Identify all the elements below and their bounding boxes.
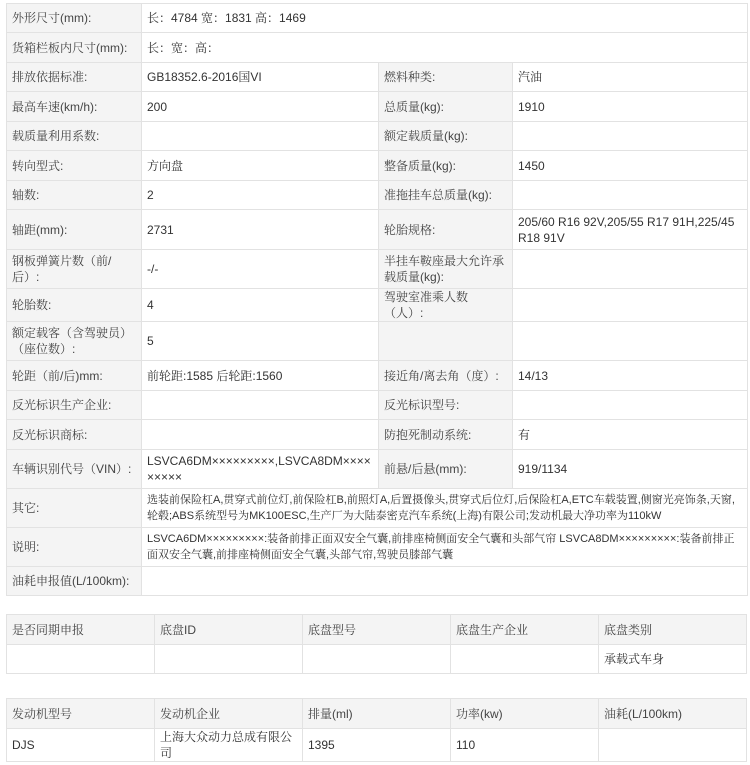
spec-label: 车辆识别代号（VIN）: — [7, 450, 142, 489]
spec-label: 转向型式: — [7, 151, 142, 181]
spec-row — [7, 391, 748, 420]
table-cell — [7, 645, 155, 674]
table-cell — [155, 645, 303, 674]
spec-value: 200 — [142, 92, 379, 122]
spec-row — [7, 361, 748, 391]
spec-row — [7, 322, 748, 361]
spec-row-notes — [7, 528, 748, 567]
spec-label: 最高车速(km/h): — [7, 92, 142, 122]
spec-label — [379, 322, 513, 361]
spec-label: 轴距(mm): — [7, 210, 142, 250]
spec-label: 准拖挂车总质量(kg): — [379, 181, 513, 210]
column-header: 底盘类别 — [599, 615, 747, 645]
spec-row — [7, 289, 748, 322]
spec-label: 反光标识商标: — [7, 420, 142, 450]
spec-value — [513, 289, 748, 322]
spec-row — [7, 181, 748, 210]
spec-value: -/- — [142, 250, 379, 289]
table-cell: 上海大众动力总成有限公司 — [155, 729, 303, 762]
table-header-row — [7, 699, 747, 729]
spec-row — [7, 92, 748, 122]
spec-value — [142, 122, 379, 151]
spec-label: 接近角/离去角（度）: — [379, 361, 513, 391]
spec-label: 防抱死制动系统: — [379, 420, 513, 450]
column-header: 是否同期申报 — [7, 615, 155, 645]
spec-value: LSVCA6DM×××××××××,LSVCA8DM××××××××× — [142, 450, 379, 489]
column-header: 油耗(L/100km) — [599, 699, 747, 729]
spec-label: 油耗申报值(L/100km): — [7, 567, 142, 596]
table-cell — [303, 645, 451, 674]
spec-value — [142, 567, 748, 596]
spec-label: 外形尺寸(mm): — [7, 4, 142, 33]
spec-label: 说明: — [7, 528, 142, 567]
spec-value: 汽油 — [513, 63, 748, 92]
spec-value — [142, 391, 379, 420]
spec-label: 反光标识生产企业: — [7, 391, 142, 420]
column-header: 发动机型号 — [7, 699, 155, 729]
table-row — [7, 729, 747, 762]
spec-value: 14/13 — [513, 361, 748, 391]
spec-label: 额定载客（含驾驶员）（座位数）: — [7, 322, 142, 361]
column-header: 底盘ID — [155, 615, 303, 645]
table-header-row — [7, 615, 747, 645]
spec-label: 载质量利用系数: — [7, 122, 142, 151]
spec-value: 919/1134 — [513, 450, 748, 489]
spec-row — [7, 122, 748, 151]
spec-row — [7, 420, 748, 450]
spec-label: 货箱栏板内尺寸(mm): — [7, 33, 142, 63]
spec-row — [7, 450, 748, 489]
spec-value — [142, 420, 379, 450]
spec-row-cargo-box — [7, 33, 748, 63]
column-header: 排量(ml) — [303, 699, 451, 729]
spec-label: 其它: — [7, 489, 142, 528]
spec-value: 前轮距:1585 后轮距:1560 — [142, 361, 379, 391]
spec-row — [7, 63, 748, 92]
spec-label: 额定载质量(kg): — [379, 122, 513, 151]
spec-row — [7, 250, 748, 289]
vehicle-spec-table — [6, 3, 748, 596]
spec-value — [513, 250, 748, 289]
spec-row-fuel-declared — [7, 567, 748, 596]
spec-label: 整备质量(kg): — [379, 151, 513, 181]
spec-value: 长：4784 宽：1831 高：1469 — [142, 4, 748, 33]
column-header: 功率(kw) — [451, 699, 599, 729]
spec-value: 205/60 R16 92V,205/55 R17 91H,225/45 R18 91V — [513, 210, 748, 250]
column-header: 底盘型号 — [303, 615, 451, 645]
spec-label: 轮距（前/后)mm: — [7, 361, 142, 391]
spec-value — [513, 181, 748, 210]
table-cell — [599, 729, 747, 762]
table-cell: DJS — [7, 729, 155, 762]
table-cell: 1395 — [303, 729, 451, 762]
spec-value: 1910 — [513, 92, 748, 122]
engine-table — [6, 698, 747, 762]
table-row — [7, 645, 747, 674]
spec-value: 有 — [513, 420, 748, 450]
spec-row — [7, 151, 748, 181]
spec-value: LSVCA6DM×××××××××:装备前排正面双安全气囊,前排座椅侧面安全气囊和头部气帘 LSVCA8DM×××××××××:装备前排正面双安全气囊,前排座椅侧面安全气囊,头部气帘,驾驶员膝部气囊 — [142, 528, 748, 567]
spec-label: 总质量(kg): — [379, 92, 513, 122]
spec-value: 长：宽：高： — [142, 33, 748, 63]
spec-value: 选装前保险杠A,贯穿式前位灯,前保险杠B,前照灯A,后置摄像头,贯穿式后位灯,后保险杠A,ETC车载装置,侧窗光亮饰条,天窗,轮毂;ABS系统型号为MK100ESC,生产厂为大陆泰密克汽车系统(上海)有限公司;发动机最大净功率为110kW — [142, 489, 748, 528]
spec-value — [513, 122, 748, 151]
spec-value — [513, 322, 748, 361]
table-cell — [451, 645, 599, 674]
spec-label: 半挂车鞍座最大允许承载质量(kg): — [379, 250, 513, 289]
spec-row-dimensions — [7, 4, 748, 33]
spec-label: 轮胎数: — [7, 289, 142, 322]
spec-value: GB18352.6-2016国VI — [142, 63, 379, 92]
spec-label: 钢板弹簧片数（前/后）: — [7, 250, 142, 289]
spec-value: 2 — [142, 181, 379, 210]
spec-label: 驾驶室准乘人数（人）: — [379, 289, 513, 322]
column-header: 发动机企业 — [155, 699, 303, 729]
spec-label: 排放依据标准: — [7, 63, 142, 92]
spec-label: 前悬/后悬(mm): — [379, 450, 513, 489]
spec-value: 2731 — [142, 210, 379, 250]
table-cell: 承载式车身 — [599, 645, 747, 674]
spec-label: 燃料种类: — [379, 63, 513, 92]
spec-row — [7, 210, 748, 250]
spec-label: 轴数: — [7, 181, 142, 210]
spec-value: 5 — [142, 322, 379, 361]
chassis-table — [6, 614, 747, 674]
spec-label: 轮胎规格: — [379, 210, 513, 250]
spec-value: 方向盘 — [142, 151, 379, 181]
spec-value: 1450 — [513, 151, 748, 181]
spec-value — [513, 391, 748, 420]
spec-label: 反光标识型号: — [379, 391, 513, 420]
spec-row-other — [7, 489, 748, 528]
table-cell: 110 — [451, 729, 599, 762]
column-header: 底盘生产企业 — [451, 615, 599, 645]
spec-value: 4 — [142, 289, 379, 322]
